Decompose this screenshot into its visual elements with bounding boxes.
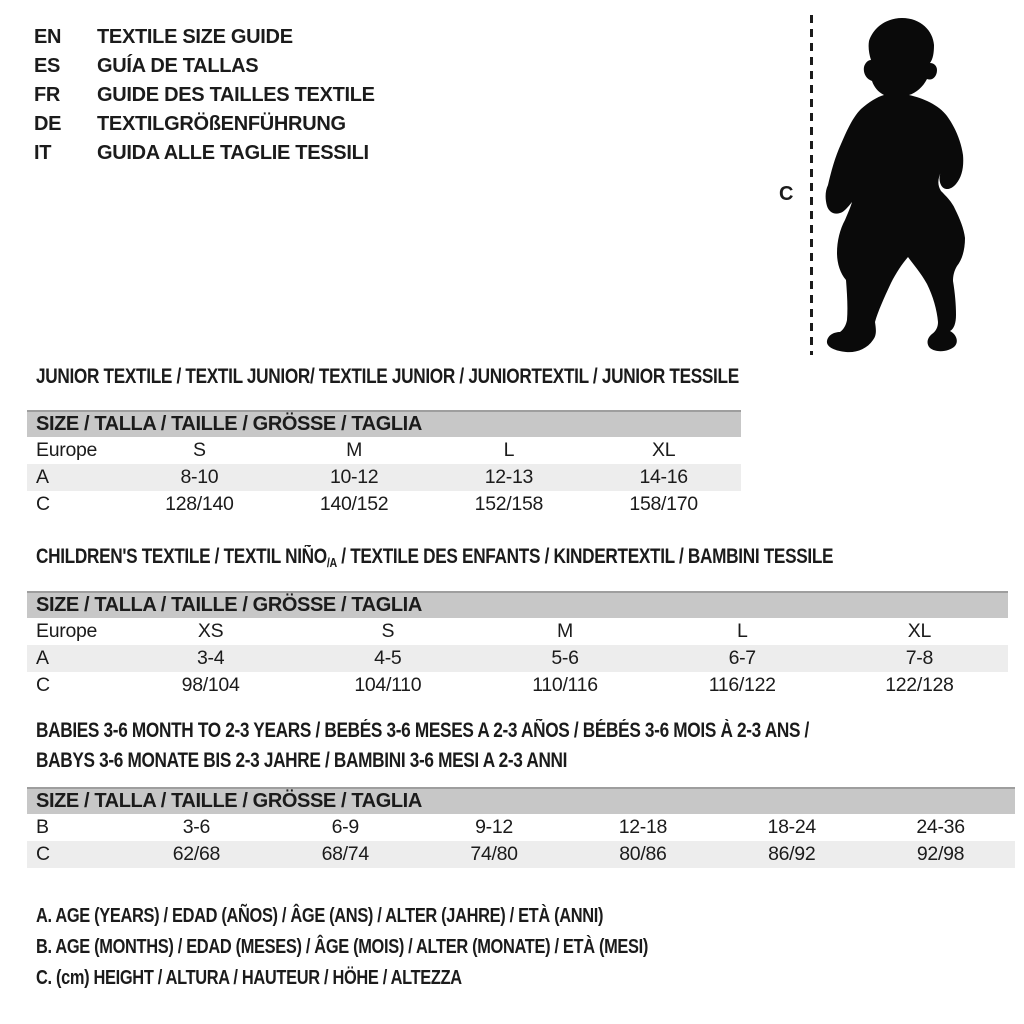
size-cell: 14-16 (639, 466, 688, 488)
size-cell: 4-5 (374, 647, 402, 669)
section-title-children-sub: /A (326, 555, 337, 570)
language-title: TEXTILE SIZE GUIDE (97, 26, 293, 48)
size-cell: 152/158 (474, 493, 544, 515)
size-table-body (27, 437, 741, 518)
size-cell: 8-10 (180, 466, 219, 488)
size-table-body (27, 618, 1008, 699)
language-title: TEXTILGRÖßENFÜHRUNG (97, 113, 346, 135)
size-cell: 3-4 (196, 647, 225, 669)
size-cell: M (557, 620, 573, 642)
row-label: A (36, 466, 49, 488)
section-title-babies-line1 (36, 716, 809, 746)
junior-size-table (27, 410, 741, 518)
size-cell: 24-36 (916, 816, 965, 838)
size-cell: 158/170 (629, 493, 698, 515)
row-label: C (36, 843, 50, 865)
language-code: EN (34, 26, 62, 48)
language-code: IT (34, 142, 52, 164)
footnote-legend (36, 901, 782, 994)
language-code: FR (34, 84, 61, 106)
size-cell: 10-12 (329, 466, 379, 488)
size-table-header: SIZE / TALLA / TAILLE / GRÖSSE / TAGLIA (27, 410, 741, 437)
size-table-header: SIZE / TALLA / TAILLE / GRÖSSE / TAGLIA (27, 787, 1015, 814)
size-table-row (27, 814, 1015, 841)
language-code: ES (34, 55, 61, 77)
size-cell: 7-8 (905, 647, 934, 669)
size-cell: 110/116 (532, 674, 598, 696)
size-cell: 140/152 (319, 493, 389, 515)
size-cell: 3-6 (182, 816, 211, 838)
size-cell: S (193, 439, 206, 461)
size-table-header: SIZE / TALLA / TAILLE / GRÖSSE / TAGLIA (27, 591, 1008, 618)
section-title-junior (36, 362, 739, 392)
language-row (34, 139, 375, 168)
section-title-babies-line2 (36, 746, 567, 776)
size-cell: 92/98 (916, 843, 965, 865)
size-cell: 12-13 (484, 466, 534, 488)
row-label: Europe (36, 620, 98, 642)
size-cell: M (346, 439, 363, 461)
row-label: C (36, 674, 50, 696)
section-title-babies-line2-text: BABYS 3-6 MONATE BIS 2-3 JAHRE / BAMBINI 3-6 MESI A 2-3 ANNI (36, 749, 568, 772)
language-title: GUIDE DES TAILLES TEXTILE (97, 84, 375, 106)
size-cell: 104/110 (354, 674, 422, 696)
size-table-row (27, 491, 741, 518)
size-cell: 12-18 (618, 816, 668, 838)
footnote-line: C. (cm) HEIGHT / ALTURA / HAUTEUR / HÖHE / ALTEZZA (36, 967, 462, 989)
size-table-row (27, 618, 1008, 645)
row-label: Europe (36, 439, 98, 461)
size-cell: 68/74 (321, 843, 369, 865)
size-cell: 6-9 (331, 816, 359, 838)
row-label: C (36, 493, 50, 515)
language-title: GUIDA ALLE TAGLIE TESSILI (97, 142, 369, 164)
babies-size-table (27, 787, 1015, 868)
language-title: GUÍA DE TALLAS (97, 55, 259, 77)
size-table-body (27, 814, 1015, 868)
row-label: A (36, 647, 49, 669)
size-cell: 6-7 (728, 647, 756, 669)
size-table-row (27, 437, 741, 464)
size-cell: XL (651, 439, 676, 461)
size-cell: 9-12 (475, 816, 513, 838)
size-cell: 18-24 (767, 816, 816, 838)
size-cell: 86/92 (768, 843, 816, 865)
children-size-table (27, 591, 1008, 699)
footnote-line: B. AGE (MONTHS) / EDAD (MESES) / ÂGE (MOIS) / ALTER (MONATE) / ETÀ (MESI) (36, 936, 648, 958)
size-cell: 5-6 (551, 647, 579, 669)
height-dotted-line (810, 15, 813, 355)
section-title-children-post: / TEXTILE DES ENFANTS / KINDERTEXTIL / BAMBINI TESSILE (336, 545, 834, 568)
size-cell: L (736, 620, 748, 642)
size-cell: XL (907, 620, 932, 642)
height-measure-label: C (779, 183, 794, 205)
section-title-babies-line1-text: BABIES 3-6 MONTH TO 2-3 YEARS / BEBÉS 3-6 MESES A 2-3 AÑOS / BÉBÉS 3-6 MOIS À 2-3 ANS / (36, 719, 810, 742)
size-cell: S (381, 620, 395, 642)
language-code: DE (34, 113, 62, 135)
section-title-junior-text: JUNIOR TEXTILE / TEXTIL JUNIOR/ TEXTILE JUNIOR / JUNIORTEXTIL / JUNIOR TESSILE (36, 365, 739, 388)
size-cell: XS (197, 620, 224, 642)
size-cell: 62/68 (172, 843, 221, 865)
size-cell: 128/140 (165, 493, 234, 515)
size-cell: L (503, 439, 515, 461)
footnote-line: A. AGE (YEARS) / EDAD (AÑOS) / ÂGE (ANS) / ALTER (JAHRE) / ETÀ (ANNI) (36, 905, 604, 927)
language-row (34, 81, 375, 110)
language-title-list (34, 23, 375, 168)
language-row (34, 110, 375, 139)
section-title-children-pre: CHILDREN'S TEXTILE / TEXTIL NIÑO (36, 545, 327, 568)
toddler-silhouette-icon (820, 16, 980, 359)
size-table-row (27, 841, 1015, 868)
size-table-row (27, 645, 1008, 672)
size-table-row (27, 464, 741, 491)
language-row (34, 23, 375, 52)
size-cell: 74/80 (470, 843, 518, 865)
size-cell: 98/104 (181, 674, 240, 696)
size-table-row (27, 672, 1008, 699)
size-cell: 80/86 (619, 843, 667, 865)
section-title-children (36, 542, 833, 578)
language-row (34, 52, 375, 81)
size-cell: 122/128 (885, 674, 954, 696)
size-cell: 116/122 (708, 674, 776, 696)
row-label: B (36, 816, 49, 838)
